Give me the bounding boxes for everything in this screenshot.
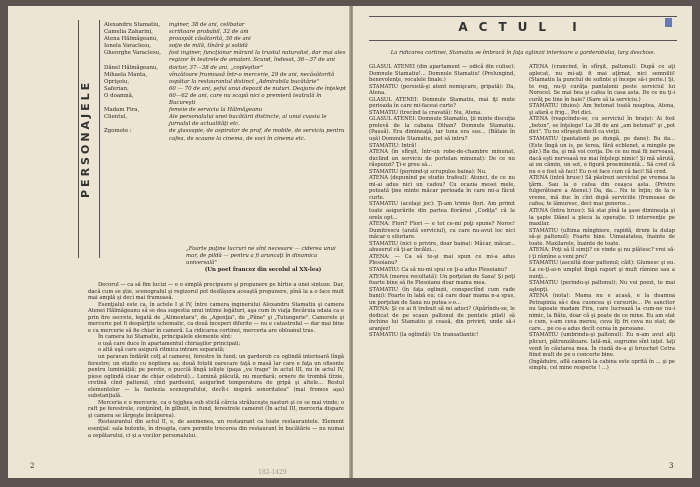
- dialogue-line: (Ingăduire, află cameră la cabina este oprită în ... şi pe simplu, cel mine respecte ! ...): [529, 358, 675, 372]
- cast-description: vînzătoare frumoasă într-o mercerie, 29 de ani, necăsătorită: [169, 71, 335, 78]
- cast-entry: [104, 50, 346, 64]
- paragraph: o altă uşă care asigură ritmica intrare separată;: [98, 347, 225, 354]
- dialogue-line: ATENA (intră brusc) Să păstrezi serviciul pe vremea la ţărm. Sau la o cafea din ceaşca asta. (Privire fulgerătoare a Atenei.) Da, da... Nu te înţin; de la o vreme, mă duc în cînt după serviciile (frumoase de cafea; te lămuresc, deci mai generos...: [529, 175, 675, 208]
- cast-name: Dănel Hălmăgeanu,: [104, 64, 159, 71]
- cast-name: Camelia Zaharini,: [104, 29, 153, 36]
- epigraph: [186, 246, 340, 274]
- cast-entry: [104, 114, 346, 128]
- dialogue-line: STAMATIU (pornind-şi scrupulos baina): Nu.: [369, 168, 487, 175]
- cast-description: 60—62 de ani, care nu scapă nici o premieră teatrală în Bucureşti: [169, 92, 322, 107]
- cast-entry: [104, 93, 346, 107]
- dialogue-line: ATENA (crancind, în sfîrşit, paltonul): După ce aţi aplecat, nu mi-aţi fi mai aţîrnat, nici semnilii! (Stamatiu la punctul de sufinte şi începe să-i perie.) Şi, te rog, nu-ţi curăţa pantalonii peste serviciul lui Norocel. Se mai bea şi cafea în casa asta. De ce nu ţi-i curăţ pe tine în baie? (Sare să la serviciu.): [529, 64, 675, 103]
- cast-description: Ale personalului unei bucătării distincte, al unui cvasiu le jurnalul de actualităţi etc.: [169, 114, 327, 128]
- dialogue-line: ATENA: Poţi să îl simţi? ce vinde şi nu plătesc? vrei să-i ţi rămîne a veni pre?: [529, 247, 675, 260]
- paragraph: Decorul — ca să fim lucizi — e o simplă precipuere şi propunere pe hîrtie a unei sinteze. Dar, dacă cum se ştie, scenograful şi regizorul pot desfăşura aceaştă propunere, pînă la a o face mult mai amplă şi deci mai frumoasă.: [88, 282, 344, 302]
- dialogue-line: STAMATIU: Intră!: [369, 142, 417, 149]
- paragraph: În camera lui Stamatiu, principalele elemente sînt:: [98, 334, 232, 341]
- cast-entry: [104, 72, 346, 79]
- cast-name: Mihaela Manta,: [104, 71, 148, 78]
- cast-description: 60 — 70 de ani, şeful unui depozit de nuturi. Deajuns de înţelept: [169, 85, 346, 92]
- cast-description: doctor, 37—38 de ani, „copleşitor": [169, 64, 263, 71]
- dialogue-line: ATENA (reapcîndu-se, cu serviciul în braţe): Ai fost „beton", se înţelege! La 38 de ani „am betonat" şi „pot dici". Tu nu sfîrşeşti decît ca vieţii.: [529, 116, 675, 136]
- cast-description: soţie de milă, tînără şi solidă: [169, 43, 248, 50]
- cast-heading: PERSONAJELE: [79, 79, 92, 199]
- dialogue-line: STAMATIU: Ca să nu-mi spui ce ţi-a adus Plesoianu?: [369, 266, 507, 273]
- cast-description: ospătar la restaurantul distinct „Admirabila bucătărie": [169, 78, 320, 85]
- cast-entry: [104, 22, 346, 29]
- cast-name: O doamnă,: [104, 92, 134, 99]
- left-page: [8, 6, 351, 478]
- cast-description: fost inginer, funcţionar mărunt la trustul naturalist, dar mai ales regizor în teatrele de amatori. Scund, îndesat, 36—37 de ani: [169, 50, 346, 64]
- dialogue-line: STAMATIU (ascultă doar paltonul; căit): Glumesc şi eu. La ce-ţi-ai-n umplut lîngă raport şi mult râmine sau a nunţi...: [529, 260, 675, 280]
- paragraph: o uşă care duce în apartamentul chiriaşilor principali;: [98, 340, 241, 347]
- dialogue-line: STAMATIU (trecînd la cravată): Nu, Atena.: [369, 109, 482, 116]
- page-number-left: 2: [30, 462, 35, 470]
- cast-heading-box: [78, 20, 100, 258]
- cast-name: Madam Fira,: [104, 107, 140, 114]
- title-rule-top: [369, 16, 677, 17]
- cast-entry: [104, 65, 346, 72]
- paragraph: Esenţialul este ca, în actele I şi IV, între camera inginerului Alexandru Stamatiu şi camera Atenei Hălmăgeanu să se dea sugestia unui intime legături, aşa cum în viaţa fiecăruia odaia ca e prin fire secrete, legată de „Alimentara", de „Agenţia", de „Pîine" şi „Tutungerie". Camerele şi mercerie pot fi despărţite schematic, ca două începeri diferite — nu e catastrofal — dar mai bine e ca mercerie să fie chiar în cameră. La ridicarea cortinei, merceria are obloanul tras.: [88, 301, 344, 334]
- dialogue-line: ATENA (mereu recoltată): Un porţelan de Saxa! Şi poţi foarte bine să fie Plesoianu doar mama mea.: [369, 273, 515, 287]
- act-title: ACTUL I: [458, 20, 588, 34]
- cast-entry: [104, 79, 346, 86]
- dialogue-line: STAMATIU (perindu-şi paltonul): Nu voi poezi, te mai aştepţi.: [529, 280, 675, 293]
- pencil-note: 182-1429: [258, 469, 287, 476]
- title-rule-bottom: [369, 40, 677, 41]
- dialogue-line: STAMATIU (umbrindu-şi paltonul): Eu n-am avut alţi plicuri, pătrunzătoare. Iată-mă, sugrume sînt iuţel. Iaţi venit în căutarea mea. În ciudă de-a şi bruschet Cetra fiind mult de pe o concerte bine.: [529, 332, 675, 359]
- dialogue-line: GLASUL ATENEI: Domnule Stamatiu, ţii minte discuţia prelevă de la cabana Dihan? Domnule Stamatiu. (Pausă). Era dimineaţă, iar tuna era sus... (Bătaie în uşă) Domnule Stamatiu, pot să intru?: [369, 116, 515, 143]
- cast-name: Ionela Varaclesu,: [104, 43, 151, 50]
- dialogue-line: ATENA (nota): Mama nu e acasă, e la doamna Petrapinia să-i dea cuoncea şi cursurile... Pe sancitor nu lapoate madam Fira, care lucrează la cum-ne nu-i nimic, la Bătu, doar că şi poate de ce mine. Eu am stat o cum, s-am ceva mereu, ceva îţi fri ceva nu stat; de care... pe ce-a adus decît cerea în persoane.: [529, 293, 675, 332]
- dialogue-column-1: [369, 64, 515, 339]
- dialogue-line: STAMATIU (ultima mînghiere, rapidă, drum la dulap să-şi paltonul): Foarte bine. Uimaiatatea, înainte de toate. Maxilarele, înainte de toate.: [529, 227, 675, 247]
- dialogue-line: GLASUL ATENEI (din apartament — odică din culise): Domnule Stamatiu!... Domnule Stamatiu! (Prelungind, benevolenţe, vocalele finale.): [369, 64, 515, 84]
- cast-name: Clientul,: [104, 114, 128, 121]
- cast-entry: [104, 128, 346, 142]
- dialogue-line: ATENA: Flori? Flori — e tot ce-mi poţi spune? Noroc! Dumitrescu (arată serviciul), cu care nu-avut loc nici măcar o siluriare.: [369, 221, 515, 241]
- dialogue-line: STAMATIU (acelaşi joc): Ţi-am trimis flori. Am primit toate asigurările din partea florăriei „Codiţa" că la orele opt...: [369, 201, 515, 221]
- dialogue-line: STAMATIU (duios): Am betonat toată noaptea, Atena, şi afară e frig... Pot dici.: [529, 103, 675, 116]
- dialogue-line: STAMATIU (pantalonii pe dungă, pe dane): Bu da... (Este lîngă un is, pe terea, fără ecblenet, a mingile pe păr.) Ba da, şi mă voi corija. De ce nu mai fii nervoasă, dacă eşti nervoasă nu mai înţelegi nimic! Şi mă sărută, ai un cămin, un sot, o figură proeminentă... Să cred că nu o e fost să faci! Eu n-oi face cum că faci! Să cred.: [529, 136, 675, 175]
- cast-name: Alexandru Stamatiu,: [104, 22, 161, 28]
- cast-name: Atena Hălmăgeanu,: [104, 36, 159, 43]
- dialogue-line: ATENA: Şi ce ai fi trebuit să mi aduci? (Apărîndu-se, le dedicat de pe scaun paltonul de pentate pilat) să închine lui Stamatiu şi coasă, din privirii, unde să-i aranjez!: [369, 306, 515, 332]
- dialogue-line: ATENA (întra brusc): Să stai pînă la şase dimineaţa şi la şapte Dănel a pleca la operaţie. O intervenţie pe maxilar.: [529, 208, 675, 228]
- dialogue-line: ATENA (în sfîrşit, într-un robe-de-chambre minunat, duclind un serviciu de portelan minunat): De ce nu răspunzi? Ţi-e greu să...: [369, 149, 515, 169]
- cast-list: [104, 22, 346, 143]
- act-intro: La ridicarea cortinei, Stamatiu se îmbracă în faţa oglinzii interioare a garderobului, larg deschise.: [390, 50, 656, 56]
- cast-description: femeie de serviciu la Hălmăgeanu: [169, 107, 263, 114]
- dialogue-line: ATENA: — Ca să te-şi mai spun ce mi-a adus Plesoianu?: [369, 253, 515, 267]
- dialogue-line: STAMATIU (nici o privire, doar baina): Măcar, măcar... abuserul că ţi-ar încălzi...: [369, 240, 515, 254]
- cast-description: proaspăt căsătorită, 30 de ani: [169, 36, 251, 43]
- cast-description: inginer, 38 de ani, celibatar: [169, 22, 245, 28]
- paragraph: un paravan îndărăt colţ al camerei, ferestre în fund; un garderob cu oglindă interioară lîngă ferestre; un studio cu noptiera sa; două fotolii oarecare faţă o masă lar care e faţa un ofisonte pentru luminiăţiă; pe perete, o pucclă lîngă iolişte (paşa „va trage" în actul III, nu în actul IV, piese oglindă clear de chiar celebrul)... Lumină plăcută, nu murdară; ornere de trombă tîrzie, cretină cînd paltonul, cînd pardesiul, asigurînd temperatura de gripă şi altele... Restul elementelor — la fantezia scenografului, decît-i inspiră sonoritatea" (mai fromos aşa) substanţială.: [88, 354, 344, 400]
- cast-name: Zgomote :: [104, 128, 132, 135]
- cast-name: Gheorghe Varaclesu,: [104, 50, 161, 57]
- cast-name: Oprişoiu,: [104, 78, 130, 85]
- cast-description: scriitoare probabil, 32 de ani: [169, 29, 249, 36]
- dialogue-line: STAMATIU (în faţa oglinzii, conspectînd cum rade banii): Foarte în labă eu; că care doar mama n-a spus, un porţelan de Saxa nu putea s-o...: [369, 286, 515, 306]
- cast-name: Saferian,: [104, 85, 129, 92]
- right-page: [353, 6, 692, 478]
- dialogue-line: GLASUL ATENEI: Domnule Stamatiu, mai iţi mute perioada în care mi-faceai curte?: [369, 96, 515, 110]
- paragraph: Merceria e o mercerie, ca o tejghea sub sticlă cărcia străluceşte nasturi şi ce se mai vinde; o raft pe ferestrele, conţinînd, în gîlbuit, în fund, ferestrele cameret (În actul III, merceria dispare şi camera se lărgeşte încăperea).: [88, 399, 344, 419]
- paragraph: Restaurantul din actul II, e, de asemenea, un restaurant ca toate restaurantele. Element esenţial: sala butonte, în dreapta, care permite trecerea din restaurant în bucătărie — nu numai a ospătarului, ci şi a vocilor personalului.: [88, 419, 344, 439]
- cast-entry: [104, 86, 346, 93]
- dialogue-line: STAMATIU (persistă-şi atent nemişcare, gripată): Da, Atena.: [369, 83, 515, 97]
- epigraph-text: „Foarte puţine lucruri ne sînt necesare — ciderea unui mar, de pildă — pentru a fi aruncaţi în dinamica universală": [186, 246, 336, 266]
- cast-description: de glasvapie, de aspirator de praf, de mobile, de serviciu pentru cafea, de scaune la cinema, de voci în cinema etc.: [169, 128, 345, 142]
- page-number-right: 3: [669, 462, 674, 470]
- blue-ink-mark: [665, 18, 672, 27]
- dialogue-column-2: [529, 64, 675, 372]
- stage-directions: [88, 282, 344, 439]
- dialogue-line: ATENA (depunînd pe studio trafeul): Atunci, de ce nu mi-ai adus nici un cadou? Cu ocazia mesei mele, potoată ţine minte măcar perioada în care mi-a făcut curte.: [369, 175, 515, 201]
- epigraph-source: (Un poet francez din secolul al XX-lea): [204, 267, 322, 274]
- dialogue-line: STAMATIU (la oglindă): Un transatlantic!: [369, 332, 479, 339]
